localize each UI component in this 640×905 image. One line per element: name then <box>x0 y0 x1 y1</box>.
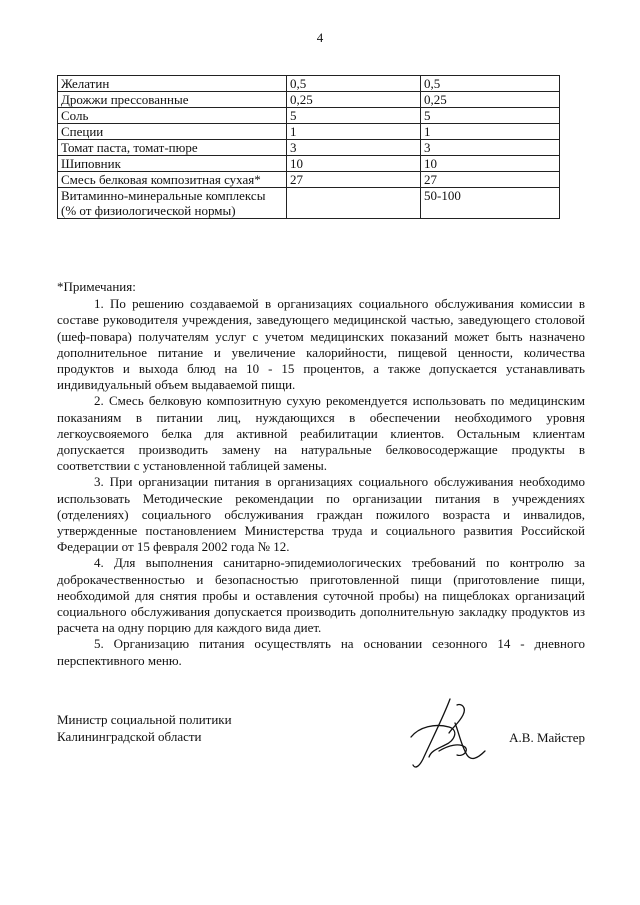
product-name-cell: Желатин <box>58 76 287 92</box>
quantity-cell-1: 0,25 <box>287 92 421 108</box>
quantity-cell-1: 10 <box>287 156 421 172</box>
quantity-cell-1: 5 <box>287 108 421 124</box>
products-table <box>57 75 560 219</box>
quantity-cell-2: 5 <box>421 108 560 124</box>
note-item-3: 3. При организации питания в организациях социального обслуживания необходимо использовать Методические рекомендации по организации питания в учреждениях (отделениях) социального обслуживания граждан пожилого возраста и инвалидов, утвержденные постановлением Министерства труда и социального развития Российской Федерации от 15 февраля 2002 года № 12. <box>57 474 585 555</box>
quantity-cell-2: 50-100 <box>421 188 560 219</box>
handwritten-signature-icon <box>405 693 495 773</box>
signer-position-line-2: Калининградской области <box>57 728 202 744</box>
table-row <box>58 76 560 92</box>
notes-section <box>57 279 585 669</box>
signer-position <box>57 712 232 745</box>
product-name-cell: Дрожжи прессованные <box>58 92 287 108</box>
table-row <box>58 108 560 124</box>
quantity-cell-1: 27 <box>287 172 421 188</box>
quantity-cell-2: 1 <box>421 124 560 140</box>
quantity-cell-2: 27 <box>421 172 560 188</box>
notes-title: *Примечания: <box>57 279 136 294</box>
product-name-cell: Специи <box>58 124 287 140</box>
product-name-cell: Томат паста, томат-пюре <box>58 140 287 156</box>
note-item-2: 2. Смесь белковую композитную сухую рекомендуется использовать по медицинским показаниям в питании лиц, нуждающихся в обеспечении необходимого уровня легкоусвояемого белка для активной реабилитации клиентов. Остальным клиентам допускается производить замену на натуральные белковосодержащие продукты в соответствии с установленной таблицей замены. <box>57 393 585 474</box>
product-name-cell: Смесь белковая композитная сухая* <box>58 172 287 188</box>
quantity-cell-2: 0,25 <box>421 92 560 108</box>
quantity-cell-2: 3 <box>421 140 560 156</box>
table-row <box>58 92 560 108</box>
quantity-cell-2: 0,5 <box>421 76 560 92</box>
table-row <box>58 140 560 156</box>
quantity-cell-2: 10 <box>421 156 560 172</box>
table-row <box>58 188 560 219</box>
signer-name: А.В. Майстер <box>509 730 585 745</box>
quantity-cell-1: 1 <box>287 124 421 140</box>
product-name-cell: Витаминно-минеральные комплексы (% от физиологической нормы) <box>58 188 287 219</box>
product-name-cell: Соль <box>58 108 287 124</box>
note-item-1: 1. По решению создаваемой в организациях социального обслуживания комиссии в составе руководителя учреждения, заведующего медицинской частью, заведующего столовой (шеф-повара) получателям услуг с учетом медицинских показаний может быть назначено дополнительное питание и увеличение калорийности, пищевой ценности, количества продуктов и выхода блюд на 10 - 15 процентов, а также допускается устанавливать индивидуальный объем выдаваемой пищи. <box>57 296 585 393</box>
table-row <box>58 124 560 140</box>
note-item-4: 4. Для выполнения санитарно-эпидемиологических требований по контролю за доброкачественностью и безопасностью приготовленной пищи (приготовление пищи, необходимой для снятия пробы и оставления суточной пробы) на пищеблоках организаций социального обслуживания допускается производить дополнительную закладку продуктов из расчета на одну порцию для каждого вида диет. <box>57 555 585 636</box>
quantity-cell-1: 0,5 <box>287 76 421 92</box>
note-item-5: 5. Организацию питания осуществлять на основании сезонного 14 - дневного перспективного меню. <box>57 636 585 668</box>
products-table-body <box>58 76 560 219</box>
table-row <box>58 156 560 172</box>
signer-position-line-1: Министр социальной политики <box>57 712 232 727</box>
quantity-cell-1 <box>287 188 421 219</box>
quantity-cell-1: 3 <box>287 140 421 156</box>
page-number: 4 <box>316 30 324 45</box>
product-name-cell: Шиповник <box>58 156 287 172</box>
table-row <box>58 172 560 188</box>
